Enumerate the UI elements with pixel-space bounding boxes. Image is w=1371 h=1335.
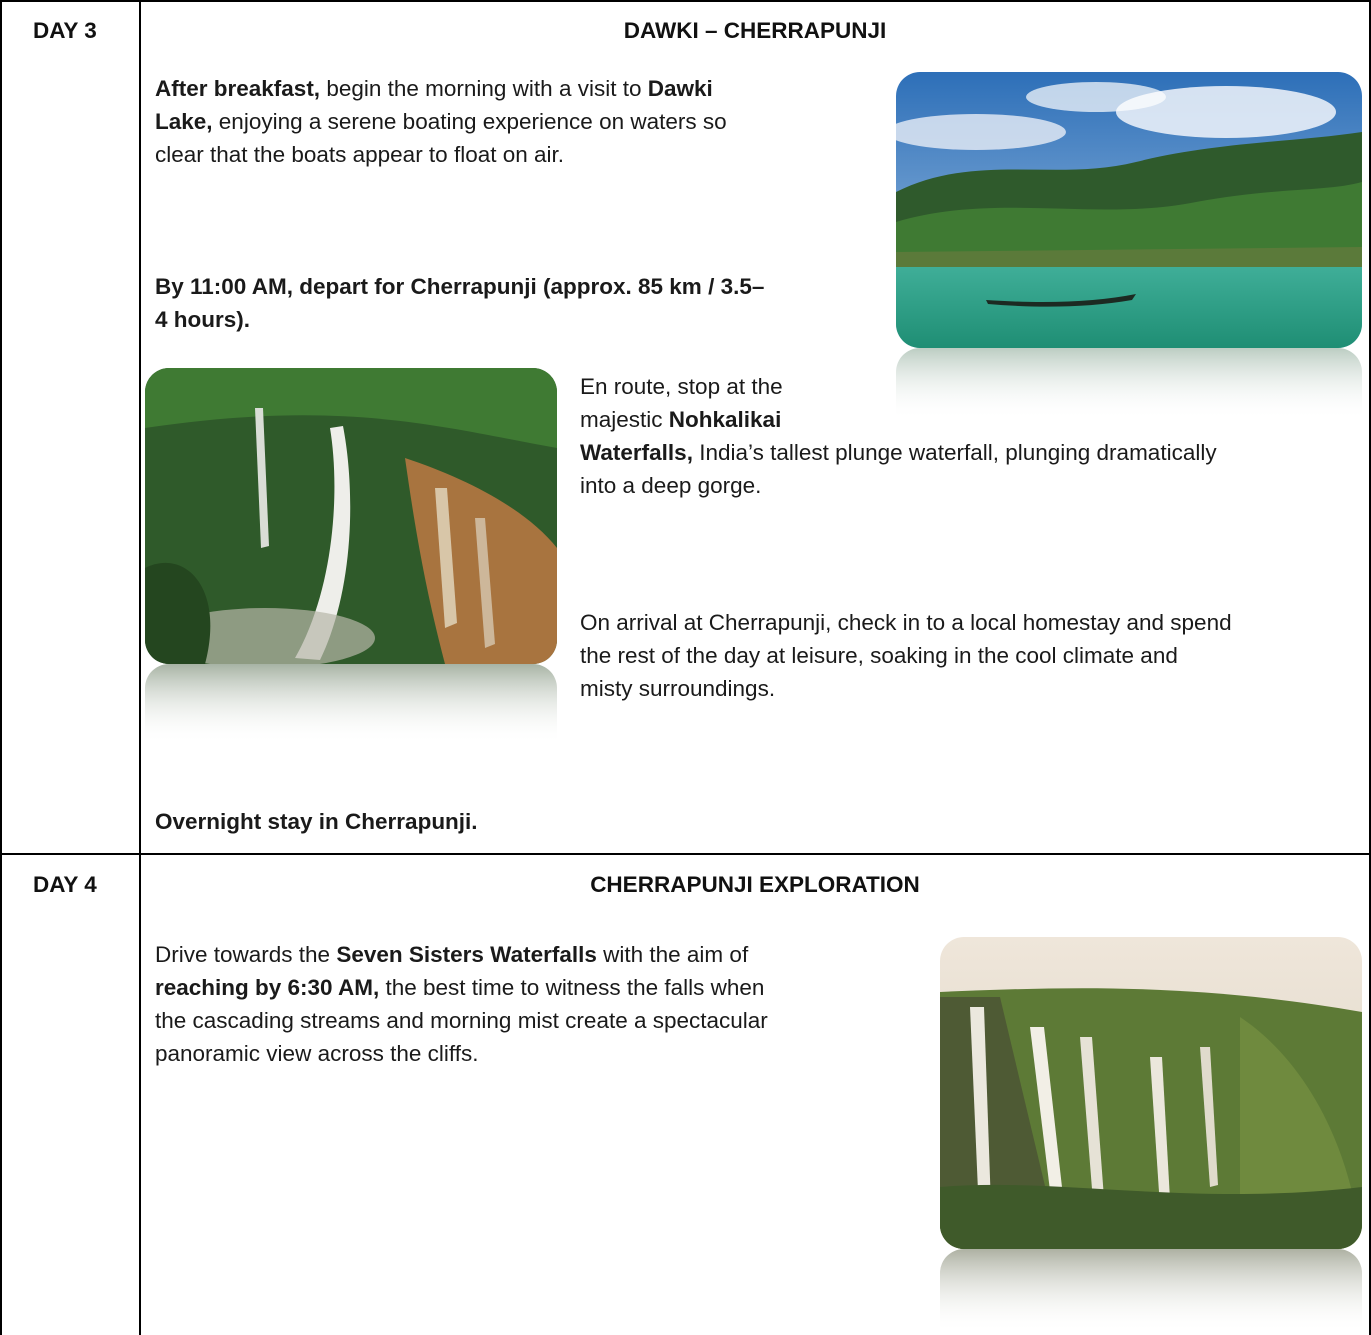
column-divider (139, 0, 141, 1335)
nohkalikai-waterfall-photo (145, 368, 557, 664)
day3-overnight-note: Overnight stay in Cherrapunji. (155, 809, 478, 834)
table-border-top (0, 0, 1371, 2)
dawki-lake-photo (896, 72, 1362, 348)
seven-sisters-waterfalls-photo (940, 937, 1362, 1249)
day3-title: DAWKI – CHERRAPUNJI (623, 18, 887, 43)
table-border-left (0, 0, 2, 1335)
day3-arrival-paragraph: On arrival at Cherrapunji, check in to a local homestay and spend the rest of the day at leisure, soaking in the cool climate and misty surroundings. (580, 610, 1232, 701)
day3-label: DAY 3 (33, 18, 97, 43)
day3-depart-note: By 11:00 AM, depart for Cherrapunji (approx. 85 km / 3.5– 4 hours). (155, 274, 765, 332)
nohkalikai-waterfall-image (145, 368, 557, 664)
seven-sisters-waterfalls-image (940, 937, 1362, 1249)
row-divider (0, 853, 1371, 855)
nohkalikai-waterfall-reflection (145, 664, 557, 744)
seven-sisters-waterfalls-reflection (940, 1249, 1362, 1333)
day3-nohkalikai-paragraph: En route, stop at the majestic Nohkalikai Waterfalls, India’s tallest plunge waterfall, plunging dramatically into a deep gorge. (580, 374, 1217, 498)
day4-label: DAY 4 (33, 872, 97, 897)
day4-intro-paragraph: Drive towards the Seven Sisters Waterfalls with the aim of reaching by 6:30 AM, the best time to witness the falls when the cascading streams and morning mist create a spectacular panoramic view across the cliffs. (155, 942, 768, 1066)
day3-intro-paragraph: After breakfast, begin the morning with a visit to Dawki Lake, enjoying a serene boating experience on waters so clear that the boats appear to float on air. (155, 76, 727, 167)
day4-title: CHERRAPUNJI EXPLORATION (590, 872, 920, 897)
dawki-lake-image (896, 72, 1362, 348)
